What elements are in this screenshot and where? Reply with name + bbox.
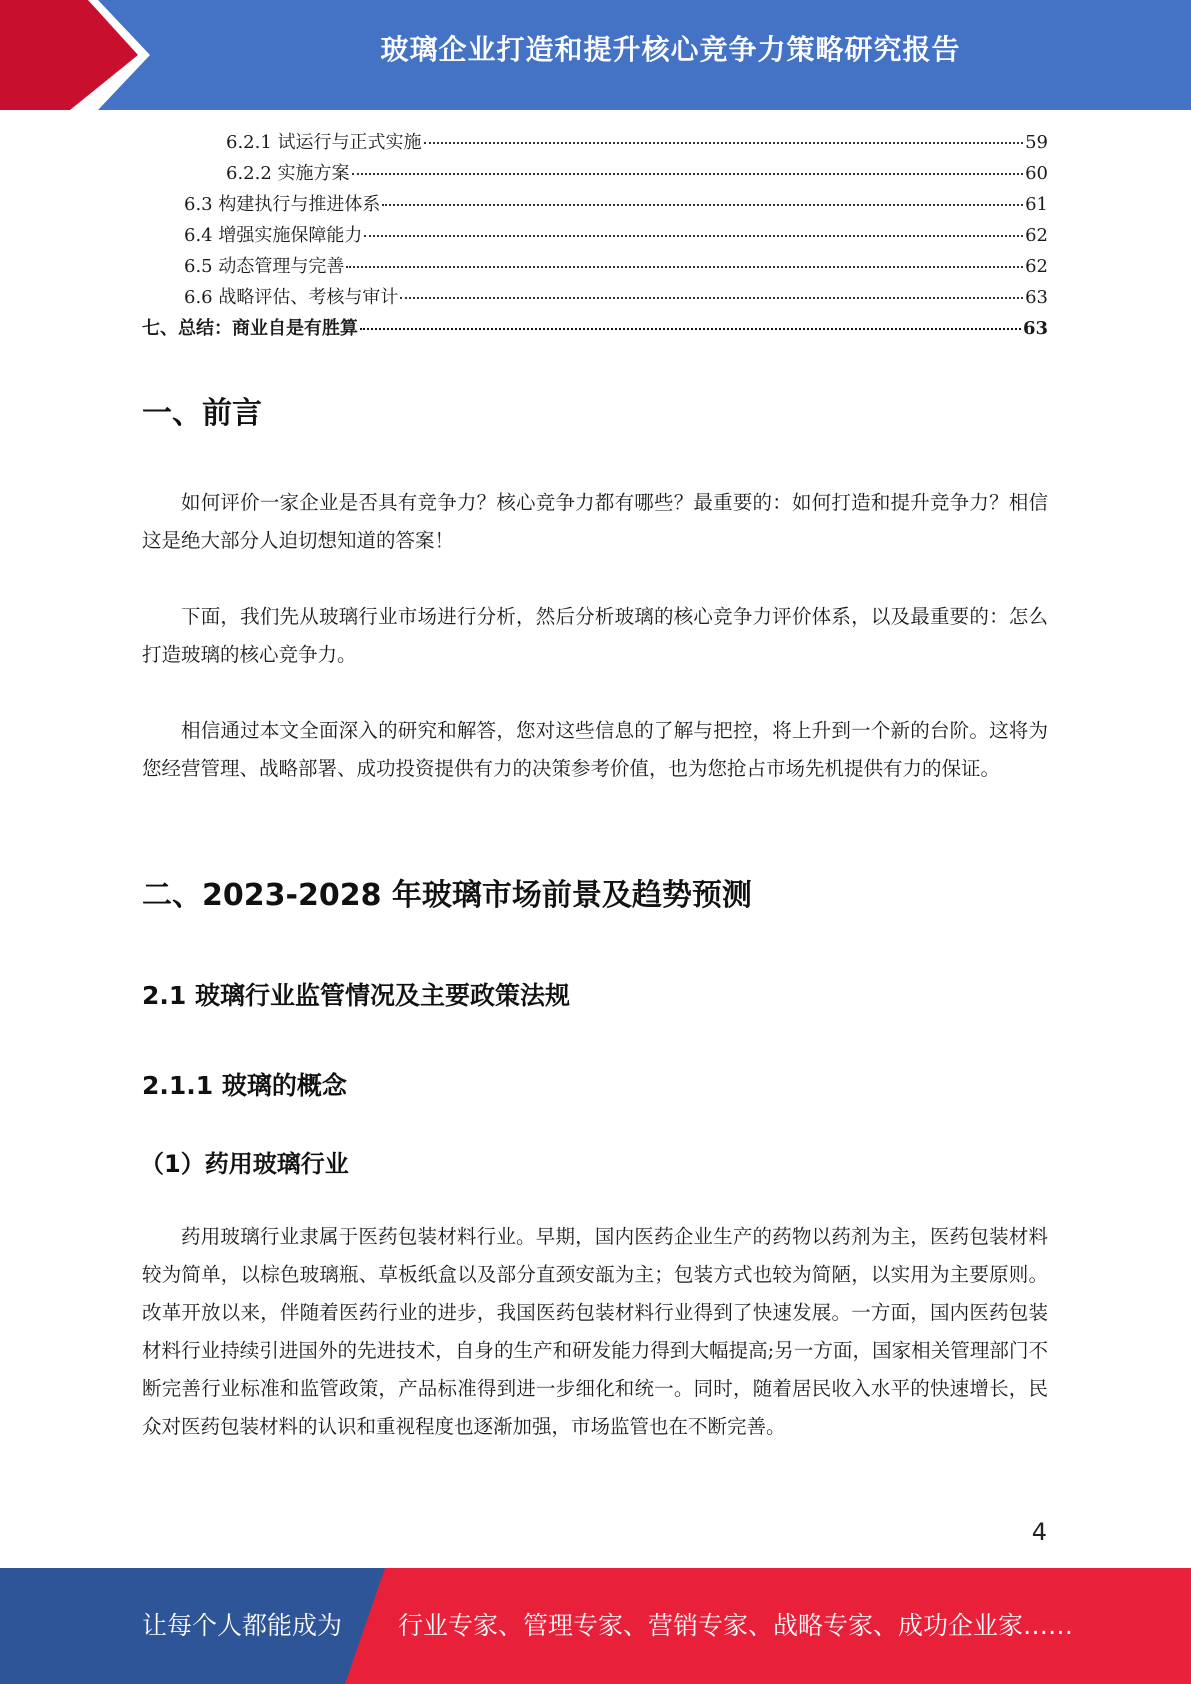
toc-entry-label: 七、总结：商业自是有胜算 bbox=[142, 318, 358, 339]
toc-leader-dots bbox=[424, 142, 1024, 144]
table-of-contents bbox=[142, 128, 1048, 345]
toc-entry[interactable] bbox=[142, 221, 1048, 252]
toc-entry-page: 60 bbox=[1025, 163, 1048, 184]
toc-entry-page: 63 bbox=[1022, 318, 1048, 339]
toc-leader-dots bbox=[346, 266, 1023, 268]
toc-entry[interactable] bbox=[142, 283, 1048, 314]
toc-entry[interactable] bbox=[142, 190, 1048, 221]
preface-paragraph-2: 下面，我们先从玻璃行业市场进行分析，然后分析玻璃的核心竞争力评价体系，以及最重要的：怎么打造玻璃的核心竞争力。 bbox=[142, 605, 1048, 666]
toc-entry-page: 63 bbox=[1025, 287, 1048, 308]
toc-entry[interactable] bbox=[142, 128, 1048, 159]
chapter-2-heading: 二、2023-2028 年玻璃市场前景及趋势预测 bbox=[142, 878, 752, 913]
toc-entry-page: 62 bbox=[1025, 225, 1048, 246]
page-number: 4 bbox=[1031, 1518, 1047, 1546]
toc-leader-dots bbox=[352, 173, 1024, 175]
preface-paragraph-3: 相信通过本文全面深入的研究和解答，您对这些信息的了解与把控，将上升到一个新的台阶。这将为您经营管理、战略部署、成功投资提供有力的决策参考价值，也为您抢占市场先机提供有力的保证。 bbox=[142, 719, 1048, 780]
toc-entry-page: 61 bbox=[1025, 194, 1048, 215]
toc-entry[interactable] bbox=[142, 252, 1048, 283]
toc-entry-label: 6.2.1 试运行与正式实施 bbox=[226, 132, 422, 153]
section-2-1-1-heading: 2.1.1 玻璃的概念 bbox=[142, 1071, 347, 1100]
report-title: 玻璃企业打造和提升核心竞争力策略研究报告 bbox=[380, 33, 961, 66]
toc-entry-label: 6.4 增强实施保障能力 bbox=[184, 225, 363, 246]
toc-leader-dots bbox=[400, 297, 1023, 299]
preface-heading: 一、前言 bbox=[142, 396, 262, 431]
subsection-heading: （1）药用玻璃行业 bbox=[140, 1150, 349, 1178]
toc-entry-label: 6.3 构建执行与推进体系 bbox=[184, 194, 381, 215]
page-footer bbox=[0, 1568, 1191, 1684]
toc-entry-label: 6.5 动态管理与完善 bbox=[184, 256, 345, 277]
toc-entry-page: 59 bbox=[1025, 132, 1048, 153]
footer-slogan-left: 让每个人都能成为 bbox=[142, 1611, 343, 1640]
toc-entry-chapter[interactable] bbox=[142, 314, 1048, 345]
page-header bbox=[0, 0, 1191, 110]
toc-leader-dots bbox=[360, 328, 1021, 330]
toc-leader-dots bbox=[382, 204, 1023, 206]
toc-entry-page: 62 bbox=[1025, 256, 1048, 277]
section-2-1-heading: 2.1 玻璃行业监管情况及主要政策法规 bbox=[142, 981, 570, 1010]
toc-entry-label: 6.6 战略评估、考核与审计 bbox=[184, 287, 399, 308]
toc-entry-label: 6.2.2 实施方案 bbox=[226, 163, 350, 184]
toc-entry[interactable] bbox=[142, 159, 1048, 190]
toc-leader-dots bbox=[364, 235, 1023, 237]
preface-paragraph-1: 如何评价一家企业是否具有竞争力？核心竞争力都有哪些？最重要的：如何打造和提升竞争力？相信这是绝大部分人迫切想知道的答案！ bbox=[142, 491, 1048, 552]
footer-slogan-right: 行业专家、管理专家、营销专家、战略专家、成功企业家…… bbox=[398, 1611, 1074, 1640]
pharma-glass-paragraph: 药用玻璃行业隶属于医药包装材料行业。早期，国内医药企业生产的药物以药剂为主，医药包装材料较为简单，以棕色玻璃瓶、草板纸盒以及部分直颈安瓿为主；包装方式也较为简陋，以实用为主要原则。改革开放以来，伴随着医药行业的进步，我国医药包装材料行业得到了快速发展。一方面，国内医药包装材料行业持续引进国外的先进技术，自身的生产和研发能力得到大幅提高;另一方面，国家相关管理部门不断完善行业标准和监管政策，产品标准得到进一步细化和统一。同时，随着居民收入水平的快速增长，民众对医药包装材料的认识和重视程度也逐渐加强，市场监管也在不断完善。 bbox=[142, 1225, 1048, 1438]
